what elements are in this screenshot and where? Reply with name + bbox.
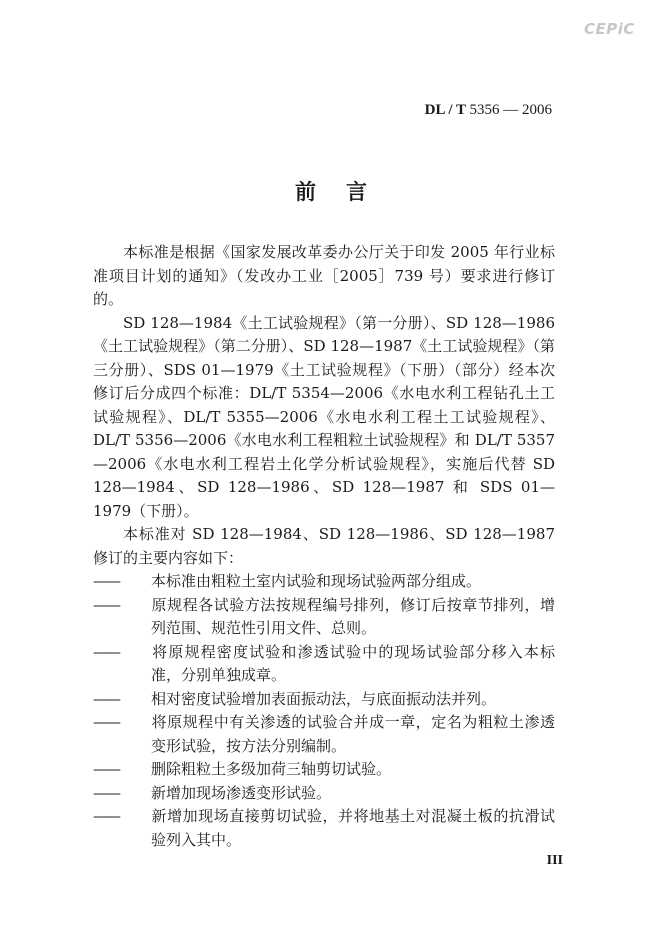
- dash-mark: ——: [93, 572, 119, 590]
- foreword-body: [93, 241, 555, 852]
- change-text: 相对密度试验增加表面振动法，与底面振动法并列。: [151, 689, 497, 708]
- change-item: [93, 594, 555, 641]
- change-item: [93, 805, 555, 852]
- paragraph-basis: 本标准是根据《国家发展改革委办公厅关于印发 2005 年行业标准项目计划的通知》（发改办工业［2005］739 号）要求进行修订的。: [93, 243, 555, 308]
- change-text: 将原规程密度试验和渗透试验中的现场试验部分移入本标准，分别单独成章。: [151, 642, 555, 684]
- change-text: 新增加现场直接剪切试验，并将地基土对混凝土板的抗滑试验列入其中。: [151, 807, 555, 849]
- change-item: [93, 758, 555, 782]
- change-item: [93, 688, 555, 712]
- doc-year: 2006: [522, 102, 552, 118]
- page-title: 前言: [295, 179, 397, 204]
- change-text: 删除粗粒土多级加荷三轴剪切试验。: [151, 760, 392, 778]
- doc-code: DL / T: [424, 102, 466, 118]
- dash-mark: ——: [93, 713, 119, 731]
- dash-mark: ——: [93, 595, 119, 614]
- change-text: 将原规程中有关渗透的试验合并成一章，定名为粗粒土渗透变形试验，按方法分别编制。: [151, 713, 555, 755]
- dash-mark: ——: [93, 783, 119, 802]
- change-text: 原规程各试验方法按规程编号排列，修订后按章节排列，增列范围、规范性引用文件、总则。: [151, 595, 555, 637]
- change-text: 新增加现场渗透变形试验。: [151, 783, 332, 802]
- doc-number: 5356: [469, 102, 500, 118]
- change-text: 本标准由粗粒土室内试验和现场试验两部分组成。: [151, 572, 482, 590]
- doc-separator: —: [503, 102, 519, 118]
- page-number: III: [546, 853, 563, 868]
- change-item: [93, 782, 555, 806]
- change-item: [93, 711, 555, 758]
- dash-mark: ——: [93, 807, 119, 825]
- dash-mark: ——: [93, 642, 119, 661]
- change-item: [93, 570, 555, 594]
- document-number: [425, 102, 552, 119]
- paragraph-changes-intro: 本标准对 SD 128—1984、SD 128—1986、SD 128—1987 修订的主要内容如下：: [93, 525, 555, 567]
- dash-mark: ——: [93, 760, 119, 778]
- dash-mark: ——: [93, 689, 119, 708]
- paragraph-split: SD 128—1984《土工试验规程》（第一分册）、SD 128—1986《土工试验规程》（第二分册）、SD 128—1987《土工试验规程》（第三分册）、SDS 01—1979《土工试验规程》（下册）（部分）经本次修订后分成四个标准：DL/T 5354—2006《水电水利工程钻孔土工试验规程》、DL/T 5355—2006《水电水利工程土工试验规程》、DL/T 5356—2006《水电水利工程粗粒土试验规程》和 DL/T 5357—2006《水电水利工程岩土化学分析试验规程》，实施后代替 SD 128—1984、SD 128—1986、SD 128—1987 和 SDS 01—1979（下册）。: [93, 313, 555, 520]
- watermark-logo: CEPiC: [584, 20, 635, 38]
- change-item: [93, 641, 555, 688]
